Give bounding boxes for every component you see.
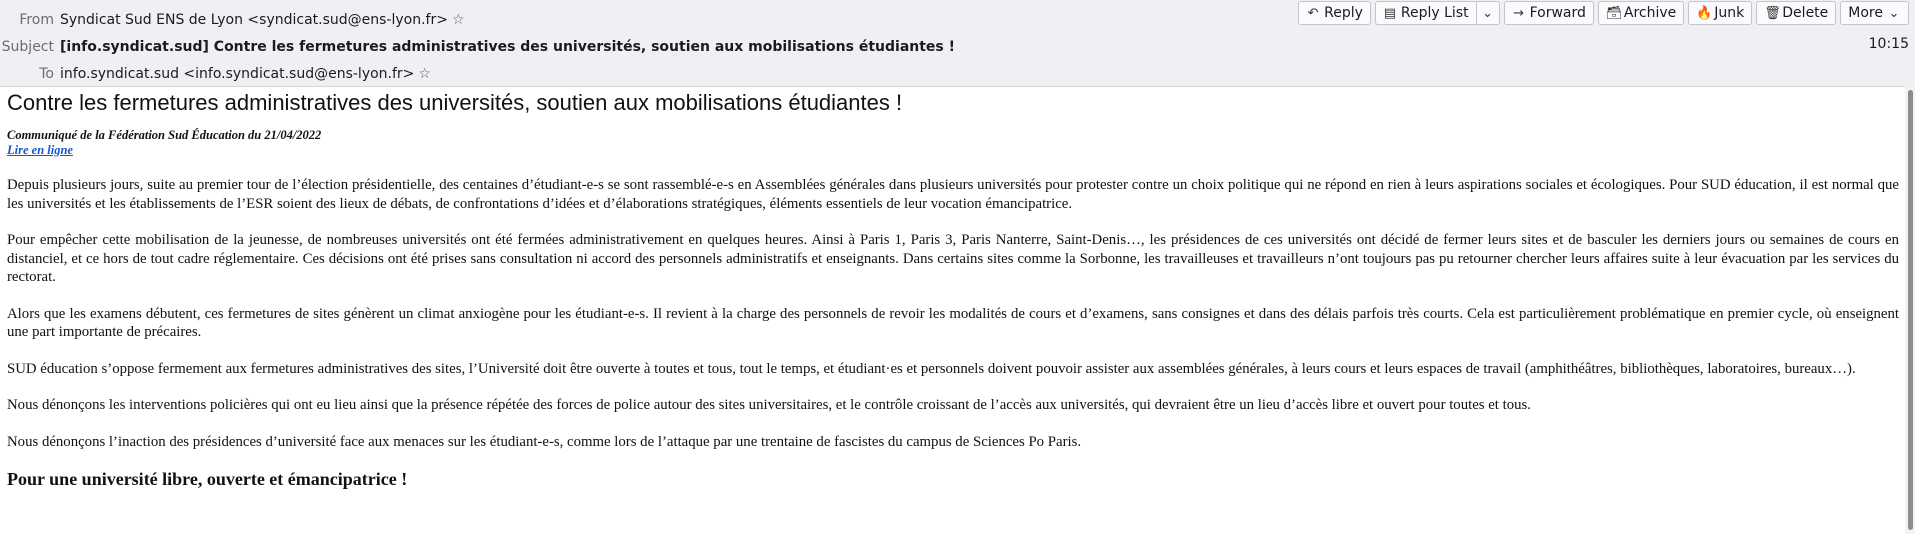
- junk-button[interactable]: [1688, 1, 1752, 25]
- to-label: To: [39, 66, 54, 82]
- chevron-down-icon: ⌄: [1888, 5, 1900, 21]
- from-row: [0, 8, 465, 32]
- chevron-down-icon: ⌄: [1482, 5, 1494, 21]
- message-time: 10:15: [1868, 36, 1909, 52]
- read-online-link[interactable]: Lire en ligne: [7, 143, 73, 157]
- message-toolbar: [1298, 1, 1909, 27]
- message-body: [7, 90, 1899, 490]
- spacer: [7, 213, 1899, 231]
- scrollbar-thumb[interactable]: [1908, 90, 1913, 530]
- reply-list-label: Reply List: [1400, 5, 1469, 21]
- paragraph-6: Nous dénonçons l’inaction des présidences d’université face aux menaces sur les étudiant-e-s, comme lors de l’attaque par une trentaine de fascistes du campus de Sciences Po Paris.: [7, 433, 1082, 450]
- star-icon[interactable]: ☆: [451, 12, 465, 28]
- message-title: Contre les fermetures administratives des universités, soutien aux mobilisations étudiantes !: [7, 90, 903, 115]
- reply-label: Reply: [1324, 5, 1363, 21]
- subject-value: [info.syndicat.sud] Contre les fermetures administratives des universités, soutien aux mobilisations étudiantes !: [60, 39, 956, 55]
- delete-icon: 🗑: [1764, 5, 1781, 21]
- to-row: [0, 62, 431, 86]
- archive-button[interactable]: [1598, 1, 1684, 25]
- spacer: [7, 415, 1899, 433]
- reply-icon: ↶: [1307, 5, 1319, 21]
- junk-label: Junk: [1714, 5, 1745, 21]
- spacer: [7, 342, 1899, 360]
- subject-row: [0, 35, 955, 59]
- closing-heading: Pour une université libre, ouverte et émancipatrice !: [7, 469, 408, 489]
- star-icon[interactable]: ☆: [418, 66, 431, 82]
- paragraph-4: SUD éducation s’oppose fermement aux fermetures administratives des sites, l’Université doit être ouverte à toutes et tous, tout le temps, et étudiant·es et personnels doivent pouvoir assister aux assemblées générales, à leurs cours et leurs espaces de travail (amphithéâtres, bibliothèques, laboratoires, bureaux…).: [7, 360, 1856, 377]
- junk-icon: 🔥: [1696, 5, 1713, 21]
- archive-label: Archive: [1623, 5, 1677, 21]
- archive-icon: 🗃: [1605, 5, 1623, 21]
- forward-icon: →: [1513, 5, 1525, 21]
- reply-button[interactable]: [1298, 1, 1371, 25]
- to-value[interactable]: info.syndicat.sud <info.syndicat.sud@ens-lyon.fr>: [60, 66, 415, 82]
- message-header: [0, 0, 1915, 87]
- reply-list-dropdown[interactable]: [1477, 1, 1500, 25]
- spacer: [7, 378, 1899, 396]
- communique-line: Communiqué de la Fédération Sud Éducation du 21/04/2022: [7, 128, 322, 142]
- subject-label: Subject: [1, 39, 54, 55]
- from-value[interactable]: Syndicat Sud ENS de Lyon <syndicat.sud@ens-lyon.fr>: [60, 12, 448, 28]
- paragraph-5: Nous dénonçons les interventions policières qui ont eu lieu ainsi que la présence répétée des forces de police autour des sites universitaires, et le contrôle croissant de l’accès aux universités, qui devraient être un lieu d’accès libre et ouvert pour toutes et tous.: [7, 397, 1531, 413]
- more-label: More: [1848, 5, 1883, 21]
- reply-list-split: [1375, 1, 1500, 27]
- paragraph-2: Pour empêcher cette mobilisation de la jeunesse, de nombreuses universités ont été fermées administrativement en quelques heures. Ainsi à Paris 1, Paris 3, Paris Nanterre, Saint-Denis…, les présidences de ces universités ont décidé de fermer leurs sites et de basculer les derniers jours ou semaines de cours en distanciel, et ce hors de tout cadre réglementaire. Ces décisions ont été prises sans consultation ni accord des personnels administratifs et enseignants. Dans certains sites comme la Sorbonne, les travailleuses et travailleurs n’ont toujours pas pu retourner chercher leurs affaires suite à leur évacuation par les services du rectorat.: [7, 232, 1899, 285]
- from-label: From: [19, 12, 54, 28]
- spacer: [7, 287, 1899, 305]
- delete-label: Delete: [1782, 5, 1829, 21]
- paragraph-3: Alors que les examens débutent, ces fermetures de sites génèrent un climat anxiogène pour les étudiant-e-s. Il revient à la charge des personnels de revoir les modalités de cours et d’examens, sans consignes et dans des délais parfois très courts. Cela est particulièrement problématique en premier cycle, où enseignent une part importante de précaires.: [7, 305, 1899, 340]
- more-button[interactable]: [1840, 1, 1909, 25]
- reply-list-icon: ▤: [1383, 5, 1397, 21]
- forward-label: Forward: [1529, 5, 1586, 21]
- delete-button[interactable]: [1756, 1, 1836, 25]
- forward-button[interactable]: [1504, 1, 1594, 25]
- reply-list-button[interactable]: [1375, 1, 1477, 25]
- spacer: [7, 158, 1899, 176]
- paragraph-1: Depuis plusieurs jours, suite au premier tour de l’élection présidentielle, des centaines d’étudiant-e-s se sont rassemblé-e-s en Assemblées générales dans plusieurs universités pour protester contre un choix politique qui ne répond en rien à leurs aspirations sociales et écologiques. Pour SUD éducation, il est normal que les universités et les établissements de l’ESR soient des lieux de débats, de confrontations d’idées et d’élaborations stratégiques, éléments essentiels de leur vocation émancipatrice.: [7, 177, 1899, 212]
